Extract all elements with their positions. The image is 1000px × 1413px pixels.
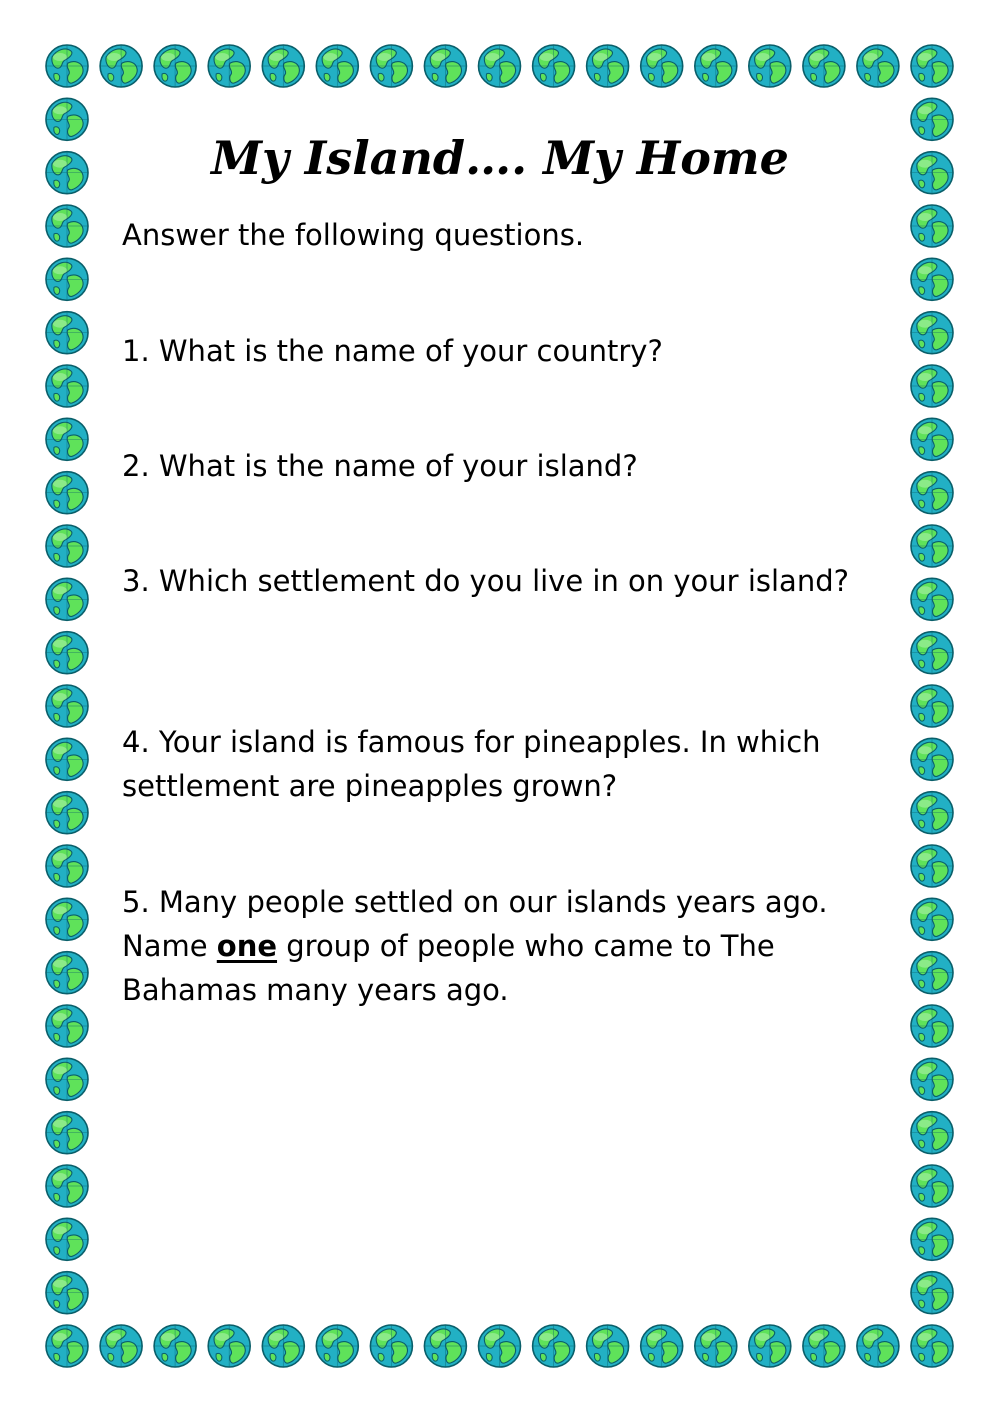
globe-icon	[208, 1325, 250, 1367]
instructions: Answer the following questions.	[122, 218, 585, 252]
globe-icon	[911, 685, 953, 727]
globe-icon	[695, 45, 737, 87]
globe-icon	[370, 1325, 412, 1367]
globe-icon	[911, 1218, 953, 1260]
question-4: 4. Your island is famous for pineapples. In which settlement are pineapples grown?	[122, 725, 821, 803]
globe-icon	[911, 952, 953, 994]
globe-icon	[911, 738, 953, 780]
globe-icon	[911, 845, 953, 887]
globe-icon	[695, 1325, 737, 1367]
globe-icon	[46, 205, 88, 247]
globe-icon	[262, 45, 304, 87]
globe-icon	[46, 1005, 88, 1047]
globe-icon	[641, 45, 683, 87]
globe-icon	[424, 1325, 466, 1367]
globe-icon	[911, 365, 953, 407]
globe-icon	[911, 45, 953, 87]
globe-icon	[316, 1325, 358, 1367]
globe-icon	[46, 632, 88, 674]
globe-icon	[803, 45, 845, 87]
globe-icon	[641, 1325, 683, 1367]
globe-icon	[46, 1325, 88, 1367]
globe-icon	[262, 1325, 304, 1367]
page-title: My Island…. My Home	[211, 131, 789, 185]
question-3: 3. Which settlement do you live in on your island?	[122, 564, 849, 598]
globe-icon	[46, 1272, 88, 1314]
globe-icon	[316, 45, 358, 87]
globe-icon	[46, 738, 88, 780]
globe-icon	[749, 45, 791, 87]
globe-icon	[911, 1005, 953, 1047]
question-5	[122, 880, 862, 1012]
globe-icon	[857, 45, 899, 87]
globe-icon	[911, 1325, 953, 1367]
globe-icon	[154, 45, 196, 87]
globe-icon	[154, 1325, 196, 1367]
globe-icon	[46, 1112, 88, 1154]
globe-icon	[911, 1058, 953, 1100]
globe-icon	[911, 898, 953, 940]
globe-icon	[46, 792, 88, 834]
question-2: 2. What is the name of your island?	[122, 449, 638, 483]
globe-icon	[208, 45, 250, 87]
globe-icon	[46, 578, 88, 620]
globe-icon	[911, 632, 953, 674]
globe-icon	[533, 1325, 575, 1367]
globe-icon	[911, 205, 953, 247]
globe-icon	[46, 1165, 88, 1207]
globe-icon	[479, 45, 521, 87]
globe-icon	[46, 952, 88, 994]
globe-icon	[46, 418, 88, 460]
globe-icon	[587, 45, 629, 87]
globe-icon	[46, 365, 88, 407]
question-1: 1. What is the name of your country?	[122, 334, 663, 368]
emphasized-word: one	[216, 929, 278, 963]
globe-icon	[46, 45, 88, 87]
globe-icon	[857, 1325, 899, 1367]
globe-icon	[46, 258, 88, 300]
globe-icon	[911, 1112, 953, 1154]
globe-icon	[46, 1058, 88, 1100]
globe-icon	[911, 578, 953, 620]
globe-icon	[749, 1325, 791, 1367]
globe-icon	[46, 685, 88, 727]
globe-icon	[911, 472, 953, 514]
globe-icon	[46, 845, 88, 887]
globe-icon	[370, 45, 412, 87]
globe-icon	[46, 472, 88, 514]
globe-icon	[911, 1272, 953, 1314]
globe-icon	[46, 525, 88, 567]
globe-icon	[46, 312, 88, 354]
globe-icon	[100, 45, 142, 87]
globe-icon	[911, 1165, 953, 1207]
globe-icon	[911, 792, 953, 834]
globe-icon	[533, 45, 575, 87]
globe-icon	[803, 1325, 845, 1367]
globe-icon	[100, 1325, 142, 1367]
globe-icon	[911, 312, 953, 354]
globe-icon	[911, 418, 953, 460]
globe-icon	[424, 45, 466, 87]
globe-icon	[46, 898, 88, 940]
globe-icon	[587, 1325, 629, 1367]
globe-icon	[911, 258, 953, 300]
globe-icon	[911, 525, 953, 567]
question-5-tail: group of people who came to The Bahamas many years ago.	[122, 929, 775, 1007]
globe-icon	[46, 1218, 88, 1260]
question-5-lead: 5. Many people settled on our islands years ago. Name	[122, 885, 828, 963]
globe-icon	[479, 1325, 521, 1367]
